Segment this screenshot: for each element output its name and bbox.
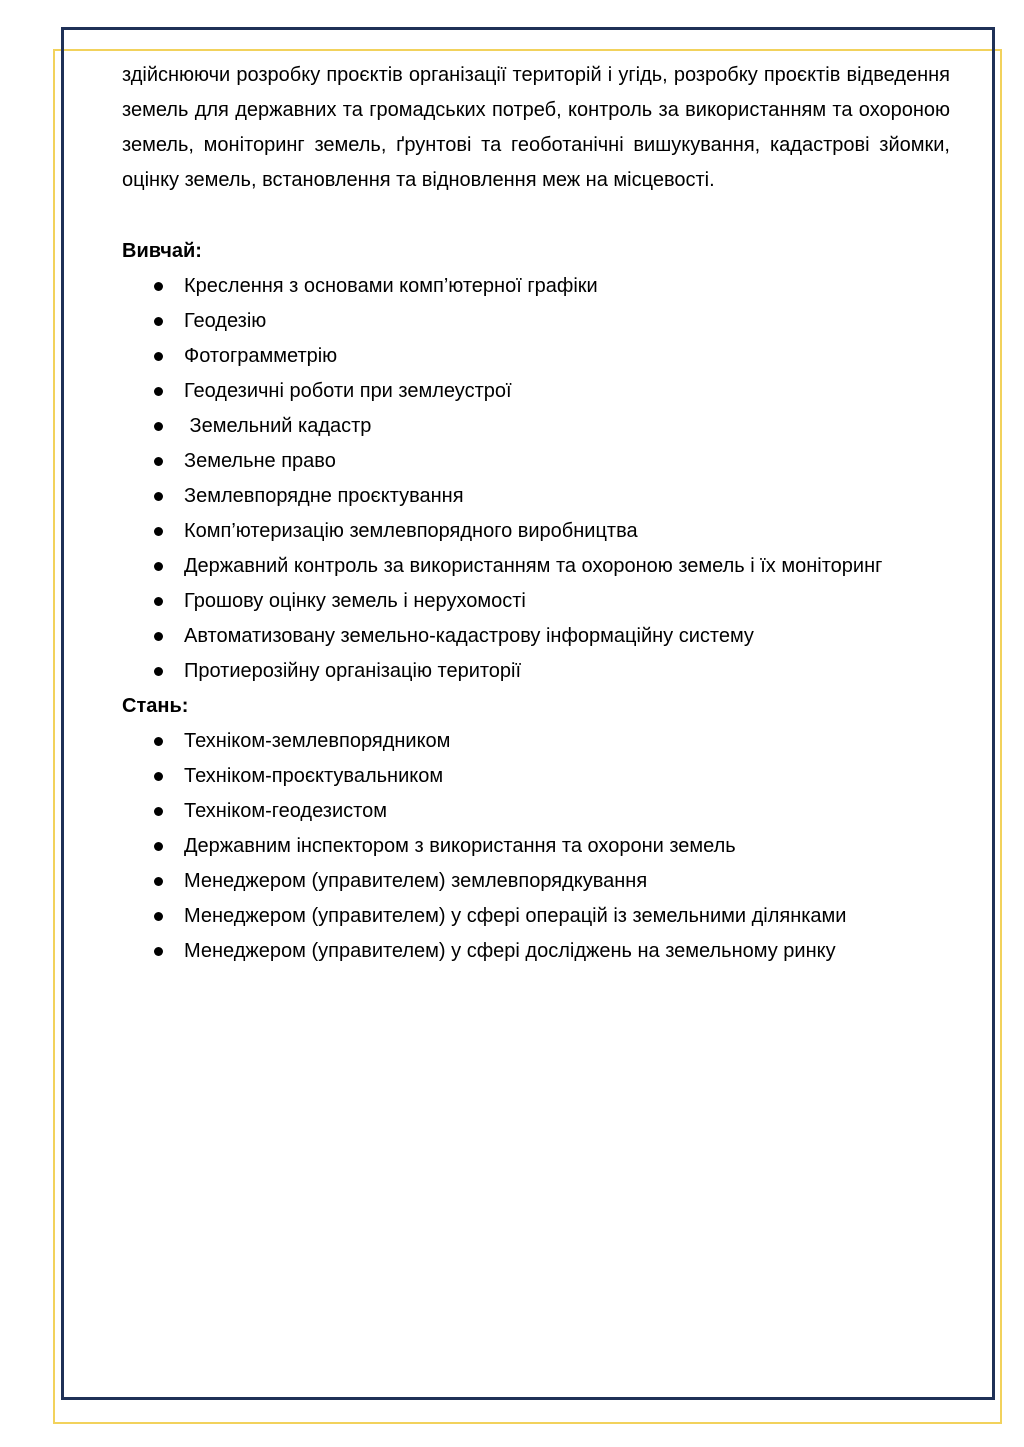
- list-item-text: Фотограмметрію: [184, 345, 338, 367]
- list-item: [122, 549, 950, 584]
- list-item: [122, 794, 950, 829]
- list-item-text: Менеджером (управителем) землевпорядкування: [184, 870, 648, 892]
- list-item: [122, 409, 950, 444]
- bullet-icon: [154, 562, 163, 571]
- list-item-text: Геодезію: [184, 310, 267, 332]
- bullet-icon: [154, 597, 163, 606]
- list-item-text: Державний контроль за використанням та охороною земель і їх моніторинг: [184, 555, 883, 577]
- list-item: [122, 899, 950, 934]
- bullet-icon: [154, 912, 163, 921]
- list-item: [122, 654, 950, 689]
- career-heading: Стань:: [122, 695, 189, 717]
- list-item: [122, 584, 950, 619]
- career-list: [122, 724, 950, 969]
- list-item: [122, 479, 950, 514]
- document-body: [122, 58, 950, 969]
- list-item: [122, 864, 950, 899]
- bullet-icon: [154, 737, 163, 746]
- list-item: [122, 619, 950, 654]
- bullet-icon: [154, 317, 163, 326]
- list-item-text: Землевпорядне проєктування: [184, 485, 464, 507]
- list-item: [122, 724, 950, 759]
- list-item: [122, 269, 950, 304]
- bullet-icon: [154, 527, 163, 536]
- bullet-icon: [154, 282, 163, 291]
- list-item-text: Земельний кадастр: [184, 415, 372, 437]
- bullet-icon: [154, 947, 163, 956]
- list-item: [122, 829, 950, 864]
- list-item: [122, 374, 950, 409]
- bullet-icon: [154, 387, 163, 396]
- bullet-icon: [154, 632, 163, 641]
- list-item: [122, 759, 950, 794]
- list-item: [122, 514, 950, 549]
- bullet-icon: [154, 492, 163, 501]
- list-item: [122, 304, 950, 339]
- bullet-icon: [154, 842, 163, 851]
- list-item-text: Креслення з основами комп’ютерної графіки: [184, 275, 598, 297]
- bullet-icon: [154, 457, 163, 466]
- bullet-icon: [154, 807, 163, 816]
- list-item-text: Геодезичні роботи при землеустрої: [184, 380, 512, 402]
- bullet-icon: [154, 772, 163, 781]
- list-item-text: Державним інспектором з використання та охорони земель: [184, 835, 736, 857]
- list-item-text: Земельне право: [184, 450, 336, 472]
- bullet-icon: [154, 422, 163, 431]
- bullet-icon: [154, 352, 163, 361]
- list-item-text: Протиерозійну організацію території: [184, 660, 522, 682]
- list-item: [122, 339, 950, 374]
- intro-paragraph: здійснюючи розробку проєктів організації територій і угідь, розробку проєктів відведення земель для державних та громадських потреб, контроль за використанням та охороною земель, моніторинг земель, ґрунтові та геоботанічні вишукування, кадастрові зйомки, оцінку земель, встановлення та відновлення меж на місцевості.: [122, 64, 950, 191]
- list-item-text: Автоматизовану земельно-кадастрову інформаційну систему: [184, 625, 754, 647]
- list-item-text: Менеджером (управителем) у сфері операцій із земельними ділянками: [184, 905, 847, 927]
- study-heading: Вивчай:: [122, 240, 202, 262]
- bullet-icon: [154, 877, 163, 886]
- list-item-text: Техніком-проєктувальником: [184, 765, 444, 787]
- study-list: [122, 269, 950, 689]
- list-item-text: Менеджером (управителем) у сфері досліджень на земельному ринку: [184, 940, 836, 962]
- list-item: [122, 444, 950, 479]
- list-item-text: Комп’ютеризацію землевпорядного виробництва: [184, 520, 638, 542]
- list-item-text: Техніком-землевпорядником: [184, 730, 451, 752]
- list-item-text: Техніком-геодезистом: [184, 800, 387, 822]
- list-item: [122, 934, 950, 969]
- bullet-icon: [154, 667, 163, 676]
- list-item-text: Грошову оцінку земель і нерухомості: [184, 590, 526, 612]
